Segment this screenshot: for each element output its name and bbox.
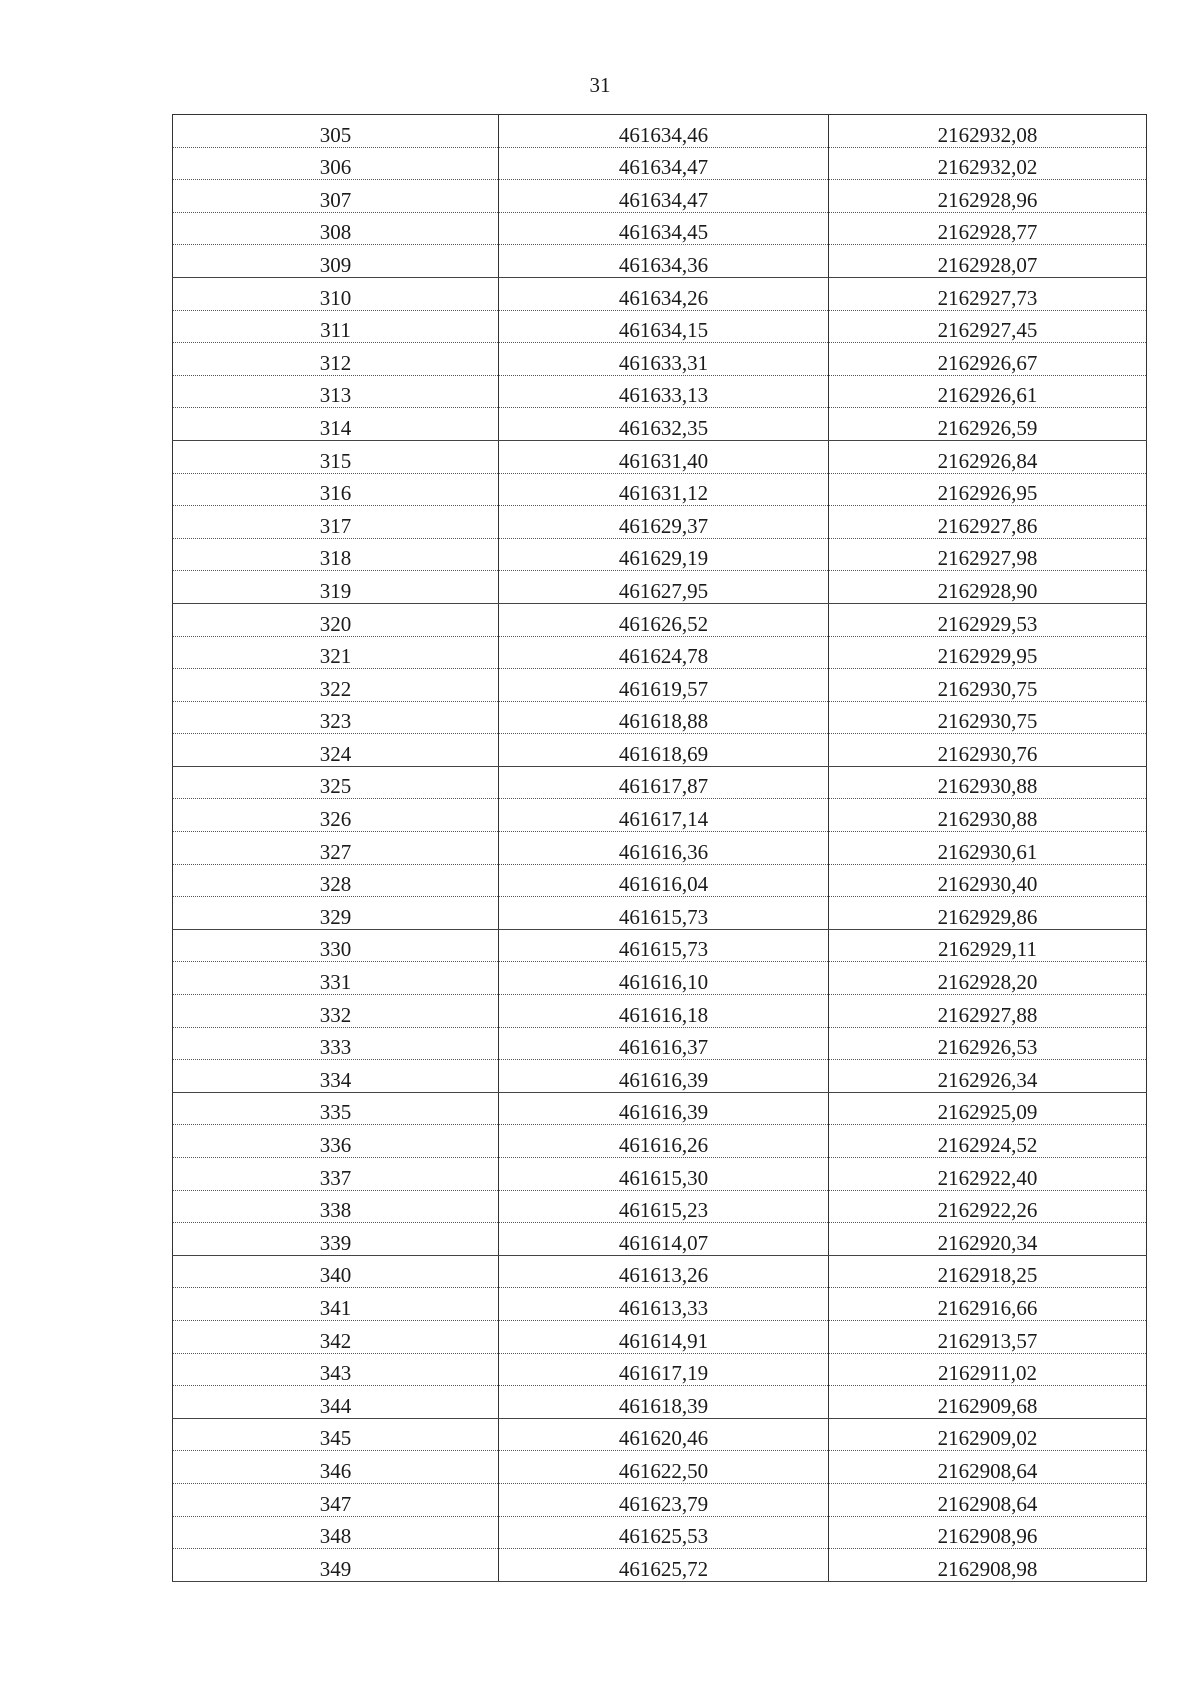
x-coordinate-cell: 461633,31	[499, 343, 829, 376]
point-number-cell: 344	[173, 1386, 499, 1419]
table-row	[173, 538, 1147, 571]
x-coordinate-cell: 461629,19	[499, 538, 829, 571]
point-number-cell: 320	[173, 603, 499, 636]
point-number-cell: 327	[173, 832, 499, 865]
point-number-cell: 342	[173, 1320, 499, 1353]
point-number-cell: 307	[173, 180, 499, 213]
table-row	[173, 1158, 1147, 1191]
x-coordinate-cell: 461613,26	[499, 1255, 829, 1288]
point-number-cell: 331	[173, 962, 499, 995]
point-number-cell: 306	[173, 147, 499, 180]
table-row	[173, 929, 1147, 962]
point-number-cell: 326	[173, 799, 499, 832]
table-row	[173, 1288, 1147, 1321]
table-row	[173, 1223, 1147, 1256]
y-coordinate-cell: 2162909,68	[829, 1386, 1147, 1419]
table-row	[173, 343, 1147, 376]
y-coordinate-cell: 2162908,96	[829, 1516, 1147, 1549]
coordinates-table	[172, 114, 1147, 1582]
table-row	[173, 310, 1147, 343]
y-coordinate-cell: 2162928,90	[829, 571, 1147, 604]
table-row	[173, 506, 1147, 539]
y-coordinate-cell: 2162926,61	[829, 375, 1147, 408]
point-number-cell: 325	[173, 766, 499, 799]
point-number-cell: 315	[173, 440, 499, 473]
table-row	[173, 734, 1147, 767]
page-number: 31	[589, 73, 611, 97]
point-number-cell: 319	[173, 571, 499, 604]
x-coordinate-cell: 461618,88	[499, 701, 829, 734]
y-coordinate-cell: 2162926,53	[829, 1027, 1147, 1060]
point-number-cell: 323	[173, 701, 499, 734]
x-coordinate-cell: 461616,04	[499, 864, 829, 897]
x-coordinate-cell: 461629,37	[499, 506, 829, 539]
table-row	[173, 408, 1147, 441]
x-coordinate-cell: 461634,47	[499, 147, 829, 180]
point-number-cell: 312	[173, 343, 499, 376]
y-coordinate-cell: 2162911,02	[829, 1353, 1147, 1386]
point-number-cell: 343	[173, 1353, 499, 1386]
y-coordinate-cell: 2162929,53	[829, 603, 1147, 636]
table-row	[173, 277, 1147, 310]
point-number-cell: 321	[173, 636, 499, 669]
table-row	[173, 1353, 1147, 1386]
table-row	[173, 1516, 1147, 1549]
x-coordinate-cell: 461626,52	[499, 603, 829, 636]
table-row	[173, 766, 1147, 799]
point-number-cell: 333	[173, 1027, 499, 1060]
table-row	[173, 473, 1147, 506]
x-coordinate-cell: 461616,26	[499, 1125, 829, 1158]
x-coordinate-cell: 461634,45	[499, 212, 829, 245]
y-coordinate-cell: 2162928,07	[829, 245, 1147, 278]
y-coordinate-cell: 2162925,09	[829, 1092, 1147, 1125]
y-coordinate-cell: 2162928,96	[829, 180, 1147, 213]
table-row	[173, 1451, 1147, 1484]
y-coordinate-cell: 2162926,34	[829, 1060, 1147, 1093]
table-row	[173, 669, 1147, 702]
point-number-cell: 347	[173, 1483, 499, 1516]
y-coordinate-cell: 2162928,20	[829, 962, 1147, 995]
y-coordinate-cell: 2162909,02	[829, 1418, 1147, 1451]
y-coordinate-cell: 2162932,02	[829, 147, 1147, 180]
point-number-cell: 348	[173, 1516, 499, 1549]
point-number-cell: 346	[173, 1451, 499, 1484]
y-coordinate-cell: 2162929,86	[829, 897, 1147, 930]
point-number-cell: 339	[173, 1223, 499, 1256]
y-coordinate-cell: 2162913,57	[829, 1320, 1147, 1353]
y-coordinate-cell: 2162926,67	[829, 343, 1147, 376]
table-row	[173, 832, 1147, 865]
x-coordinate-cell: 461634,47	[499, 180, 829, 213]
point-number-cell: 310	[173, 277, 499, 310]
x-coordinate-cell: 461617,14	[499, 799, 829, 832]
point-number-cell: 341	[173, 1288, 499, 1321]
x-coordinate-cell: 461617,87	[499, 766, 829, 799]
point-number-cell: 330	[173, 929, 499, 962]
x-coordinate-cell: 461615,73	[499, 897, 829, 930]
y-coordinate-cell: 2162928,77	[829, 212, 1147, 245]
point-number-cell: 324	[173, 734, 499, 767]
point-number-cell: 322	[173, 669, 499, 702]
y-coordinate-cell: 2162927,73	[829, 277, 1147, 310]
table-row	[173, 245, 1147, 278]
x-coordinate-cell: 461616,37	[499, 1027, 829, 1060]
point-number-cell: 309	[173, 245, 499, 278]
table-row	[173, 440, 1147, 473]
table-row	[173, 1255, 1147, 1288]
table-row	[173, 701, 1147, 734]
x-coordinate-cell: 461625,72	[499, 1549, 829, 1582]
point-number-cell: 317	[173, 506, 499, 539]
y-coordinate-cell: 2162920,34	[829, 1223, 1147, 1256]
x-coordinate-cell: 461616,39	[499, 1060, 829, 1093]
point-number-cell: 332	[173, 995, 499, 1028]
table-row	[173, 1125, 1147, 1158]
x-coordinate-cell: 461614,07	[499, 1223, 829, 1256]
x-coordinate-cell: 461615,30	[499, 1158, 829, 1191]
y-coordinate-cell: 2162930,88	[829, 799, 1147, 832]
table-row	[173, 571, 1147, 604]
point-number-cell: 316	[173, 473, 499, 506]
x-coordinate-cell: 461619,57	[499, 669, 829, 702]
y-coordinate-cell: 2162908,98	[829, 1549, 1147, 1582]
x-coordinate-cell: 461631,40	[499, 440, 829, 473]
x-coordinate-cell: 461624,78	[499, 636, 829, 669]
y-coordinate-cell: 2162908,64	[829, 1451, 1147, 1484]
x-coordinate-cell: 461631,12	[499, 473, 829, 506]
y-coordinate-cell: 2162929,95	[829, 636, 1147, 669]
x-coordinate-cell: 461617,19	[499, 1353, 829, 1386]
x-coordinate-cell: 461634,15	[499, 310, 829, 343]
coordinates-table-body	[173, 115, 1147, 1582]
y-coordinate-cell: 2162930,88	[829, 766, 1147, 799]
y-coordinate-cell: 2162916,66	[829, 1288, 1147, 1321]
y-coordinate-cell: 2162929,11	[829, 929, 1147, 962]
table-row	[173, 995, 1147, 1028]
table-row	[173, 1320, 1147, 1353]
table-row	[173, 1190, 1147, 1223]
point-number-cell: 340	[173, 1255, 499, 1288]
table-row	[173, 864, 1147, 897]
table-row	[173, 962, 1147, 995]
y-coordinate-cell: 2162927,98	[829, 538, 1147, 571]
table-row	[173, 603, 1147, 636]
point-number-cell: 349	[173, 1549, 499, 1582]
y-coordinate-cell: 2162908,64	[829, 1483, 1147, 1516]
table-row	[173, 1386, 1147, 1419]
point-number-cell: 336	[173, 1125, 499, 1158]
x-coordinate-cell: 461616,39	[499, 1092, 829, 1125]
x-coordinate-cell: 461634,46	[499, 115, 829, 148]
y-coordinate-cell: 2162930,40	[829, 864, 1147, 897]
point-number-cell: 338	[173, 1190, 499, 1223]
table-row	[173, 115, 1147, 148]
point-number-cell: 314	[173, 408, 499, 441]
x-coordinate-cell: 461616,36	[499, 832, 829, 865]
table-row	[173, 1418, 1147, 1451]
x-coordinate-cell: 461618,39	[499, 1386, 829, 1419]
y-coordinate-cell: 2162922,40	[829, 1158, 1147, 1191]
x-coordinate-cell: 461632,35	[499, 408, 829, 441]
x-coordinate-cell: 461622,50	[499, 1451, 829, 1484]
table-row	[173, 1027, 1147, 1060]
y-coordinate-cell: 2162930,61	[829, 832, 1147, 865]
y-coordinate-cell: 2162926,84	[829, 440, 1147, 473]
y-coordinate-cell: 2162926,59	[829, 408, 1147, 441]
table-row	[173, 180, 1147, 213]
x-coordinate-cell: 461634,36	[499, 245, 829, 278]
point-number-cell: 313	[173, 375, 499, 408]
y-coordinate-cell: 2162930,75	[829, 701, 1147, 734]
y-coordinate-cell: 2162930,75	[829, 669, 1147, 702]
y-coordinate-cell: 2162918,25	[829, 1255, 1147, 1288]
point-number-cell: 305	[173, 115, 499, 148]
point-number-cell: 328	[173, 864, 499, 897]
point-number-cell: 329	[173, 897, 499, 930]
table-row	[173, 636, 1147, 669]
table-row	[173, 1060, 1147, 1093]
x-coordinate-cell: 461625,53	[499, 1516, 829, 1549]
table-row	[173, 897, 1147, 930]
y-coordinate-cell: 2162922,26	[829, 1190, 1147, 1223]
x-coordinate-cell: 461615,23	[499, 1190, 829, 1223]
point-number-cell: 308	[173, 212, 499, 245]
y-coordinate-cell: 2162926,95	[829, 473, 1147, 506]
x-coordinate-cell: 461620,46	[499, 1418, 829, 1451]
point-number-cell: 334	[173, 1060, 499, 1093]
table-row	[173, 1092, 1147, 1125]
y-coordinate-cell: 2162924,52	[829, 1125, 1147, 1158]
table-row	[173, 212, 1147, 245]
table-row	[173, 375, 1147, 408]
table-row	[173, 799, 1147, 832]
x-coordinate-cell: 461633,13	[499, 375, 829, 408]
y-coordinate-cell: 2162927,86	[829, 506, 1147, 539]
x-coordinate-cell: 461616,10	[499, 962, 829, 995]
point-number-cell: 311	[173, 310, 499, 343]
point-number-cell: 337	[173, 1158, 499, 1191]
x-coordinate-cell: 461613,33	[499, 1288, 829, 1321]
table-row	[173, 147, 1147, 180]
x-coordinate-cell: 461616,18	[499, 995, 829, 1028]
table-row	[173, 1549, 1147, 1582]
x-coordinate-cell: 461627,95	[499, 571, 829, 604]
point-number-cell: 345	[173, 1418, 499, 1451]
point-number-cell: 335	[173, 1092, 499, 1125]
y-coordinate-cell: 2162930,76	[829, 734, 1147, 767]
y-coordinate-cell: 2162927,45	[829, 310, 1147, 343]
x-coordinate-cell: 461634,26	[499, 277, 829, 310]
table-row	[173, 1483, 1147, 1516]
y-coordinate-cell: 2162932,08	[829, 115, 1147, 148]
x-coordinate-cell: 461614,91	[499, 1320, 829, 1353]
y-coordinate-cell: 2162927,88	[829, 995, 1147, 1028]
point-number-cell: 318	[173, 538, 499, 571]
x-coordinate-cell: 461615,73	[499, 929, 829, 962]
x-coordinate-cell: 461618,69	[499, 734, 829, 767]
x-coordinate-cell: 461623,79	[499, 1483, 829, 1516]
